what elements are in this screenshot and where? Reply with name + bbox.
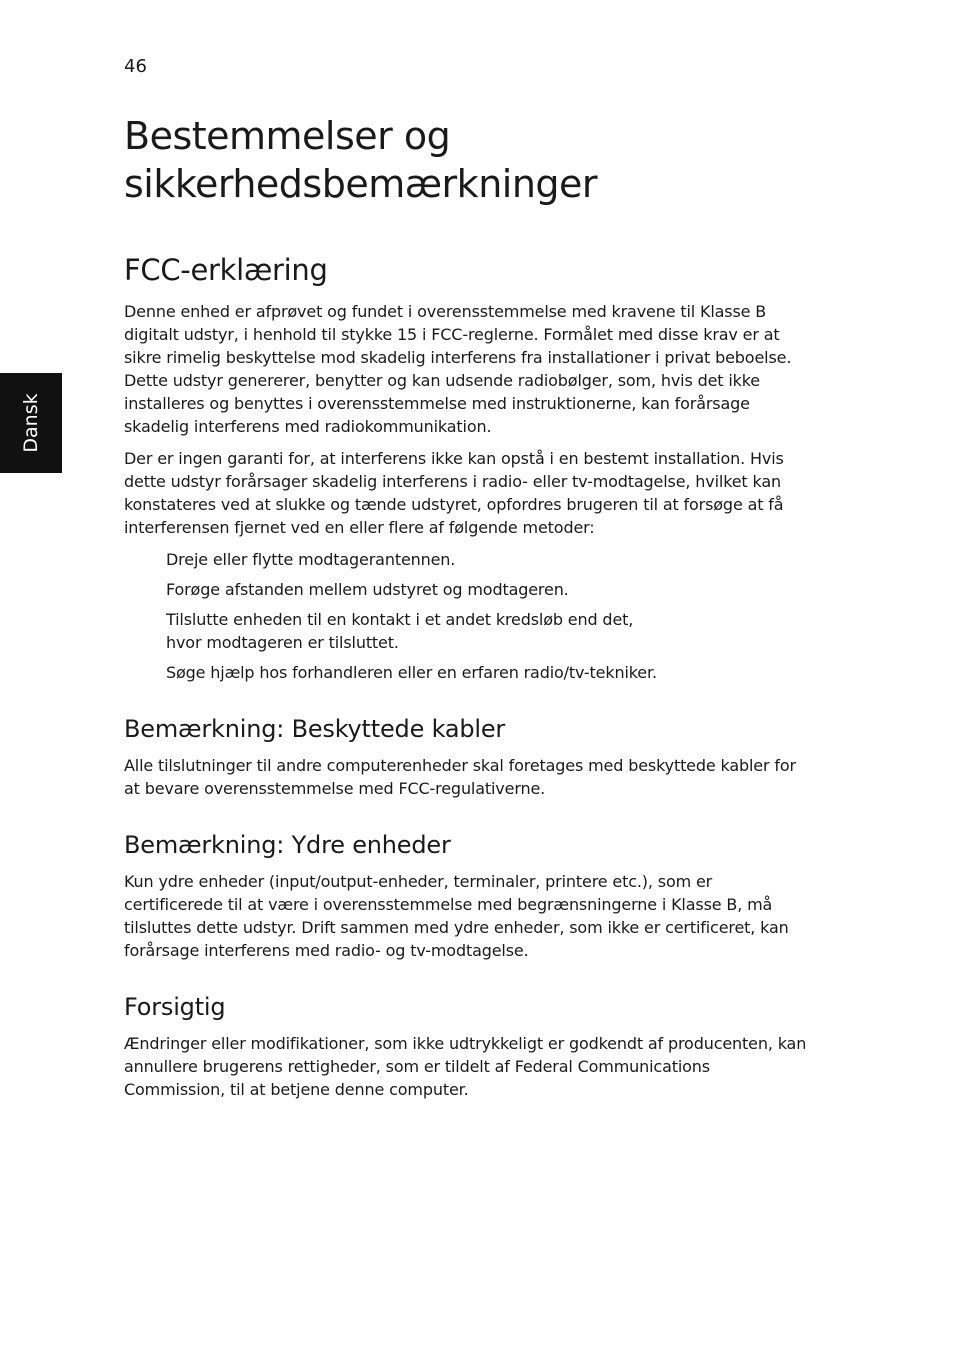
caution-heading: Forsigtig (124, 993, 226, 1021)
caution-section (124, 992, 814, 1101)
language-side-tab (0, 373, 62, 473)
page-title: Bestemmelser og sikkerhedsbemærkninger (124, 114, 598, 206)
fcc-paragraph-2: Der er ingen garanti for, at interferens ikke kan opstå i en bestemt installation. Hvis dette udstyr forårsager skadelig interferens i radio- eller tv-modtagelse, hvilket kan konstateres ved at slukke og tænde udstyret, opfordres brugeren til at forsøge at få interferensen fjernet ved en eller flere af følgende metoder: (124, 449, 784, 537)
peripherals-section (124, 830, 814, 962)
cables-heading: Bemærkning: Beskyttede kabler (124, 715, 506, 743)
fcc-paragraph-1: Denne enhed er afprøvet og fundet i overensstemmelse med kravene til Klasse B digitalt udstyr, i henhold til stykke 15 i FCC-reglerne. Formålet med disse krav er at sikre rimelig beskyttelse mod skadelig interferens fra installationer i privat beboelse. Dette udstyr genererer, benytter og kan udsende radiobølger, som, hvis det ikke installeres og benyttes i overensstemmelse med instruktionerne, kan forårsage skadelig interferens med radiokommunikation. (124, 302, 792, 436)
fcc-heading: FCC-erklæring (124, 253, 328, 287)
fcc-methods-list (124, 548, 814, 684)
peripherals-text: Kun ydre enheder (input/output-enheder, terminaler, printere etc.), som er certificerede til at være i overensstemmelse med begrænsningerne i Klasse B, må tilsluttes dette udstyr. Drift sammen med ydre enheder, som ikke er certificeret, kan forårsage interferens med radio- og tv-modtagelse. (124, 872, 789, 960)
page-content (124, 112, 814, 1110)
list-item: Dreje eller flytte modtagerantennen. (166, 550, 456, 569)
page-number: 46 (124, 56, 147, 77)
caution-text: Ændringer eller modifikationer, som ikke udtrykkeligt er godkendt af producenten, kan annullere brugerens rettigheder, som er tildelt af Federal Communications Commission, til at betjene denne computer. (124, 1034, 807, 1099)
list-item: Tilslutte enheden til en kontakt i et andet kredsløb end det, hvor modtageren er tilsluttet. (166, 610, 634, 652)
peripherals-heading: Bemærkning: Ydre enheder (124, 831, 451, 859)
cables-section (124, 714, 814, 800)
list-item: Søge hjælp hos forhandleren eller en erfaren radio/tv-tekniker. (166, 663, 657, 682)
list-item: Forøge afstanden mellem udstyret og modtageren. (166, 580, 569, 599)
cables-text: Alle tilslutninger til andre computerenheder skal foretages med beskyttede kabler for at bevare overensstemmelse med FCC-regulativerne. (124, 756, 796, 798)
language-tab-label: Dansk (20, 393, 42, 453)
